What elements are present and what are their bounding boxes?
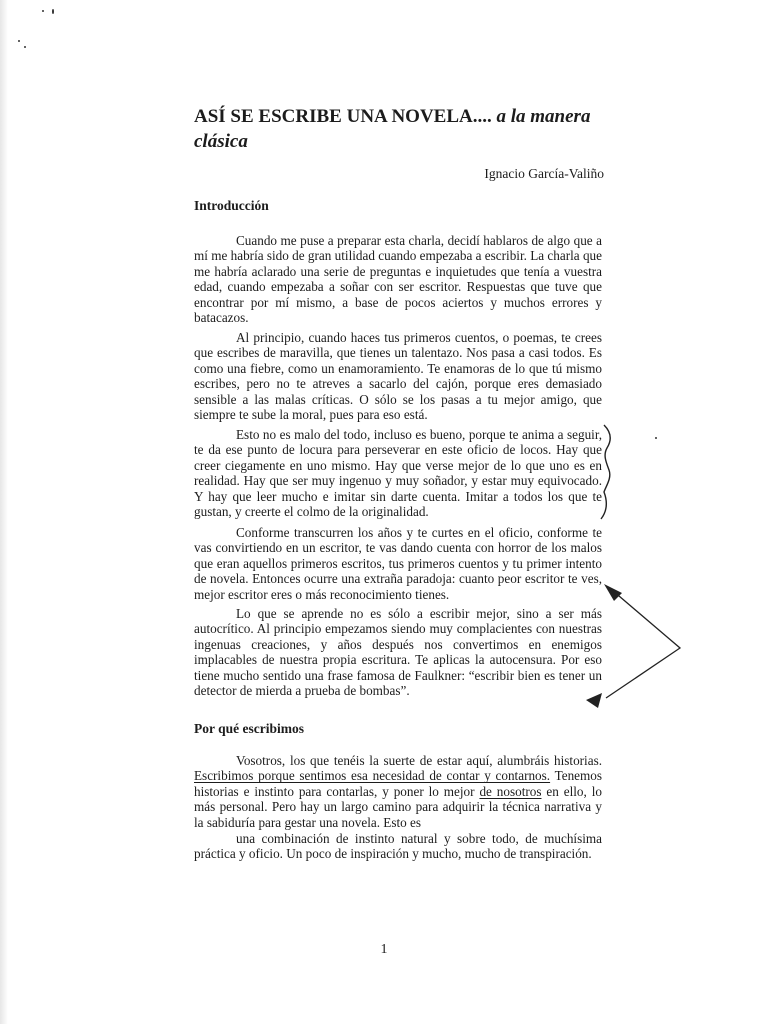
handwritten-arrow (606, 590, 680, 698)
page-number: 1 (380, 942, 388, 957)
handwritten-arrowhead (586, 693, 602, 708)
why-text-before: Vosotros, los que tenéis la suerte de estar aquí, alumbráis historias. (236, 753, 602, 768)
section-heading-introduccion: Introducción (194, 198, 269, 213)
why-paragraph-2: una combinación de instinto natural y sobre todo, de muchísima práctica y oficio. Un poco de inspiración y mucho, mucho de transpiración. (194, 831, 602, 862)
intro-paragraph-1: Cuando me puse a preparar esta charla, decidí hablaros de algo que a mí me habría sido de gran utilidad cuando empezaba a escribir. La charla que me habría aclarado una serie de preguntas e inquietudes que tenía a vuestra edad, cuando empezaba a soñar con ser escritor. Respuestas que tuve que encontrar por mí mismo, a base de pocos aciertos y muchos errores y batacazos. (194, 233, 602, 326)
intro-paragraph-2: Al principio, cuando haces tus primeros cuentos, o poemas, te crees que escribes de maravilla, que tienes un talentazo. Nos pasa a casi todos. Es como una fiebre, como un enamoramiento. Te enamoras de lo que tú mismo escribes, pero no te atreves a sacarlo del cajón, porque eres demasiado sensible a las malas críticas. O sólo se los pasas a tu mejor amigo, que siempre te sube la moral, pues para eso está. (194, 330, 602, 423)
why-text-middle: Tenemos historias e instinto para contarlas, y poner lo mejor (194, 768, 603, 799)
underlined-phrase: Escribimos porque sentimos esa necesidad de contar y contarnos. (194, 768, 551, 784)
why-text-after: en ello, lo más personal. Pero hay un largo camino para adquirir la técnica narrativa y la sabiduría para gestar una novela. Esto es (194, 783, 602, 830)
title-main: ASÍ SE ESCRIBE UNA NOVELA.... (194, 106, 492, 127)
handwritten-bracket (601, 425, 610, 519)
handwritten-arrowhead (604, 584, 622, 601)
intro-paragraph-4: Conforme transcurren los años y te curtes en el oficio, conforme te vas convirtiendo en un escritor, te vas dando cuenta con horror de los malos que eran aquellos primeros escritos, tus primeros cuentos y tu primer intento de novela. Entonces ocurre una extraña paradoja: cuanto peor escritor te ves, mejor escritor eres o más reconocimiento tienes. (194, 525, 602, 602)
underlined-phrase: de nosotros (479, 783, 542, 799)
title-italic: a la manera clásica (194, 106, 591, 152)
intro-paragraph-5: Lo que se aprende no es sólo a escribir mejor, sino a ser más autocrítico. Al principio empezamos siendo muy complacientes con nuestras ingenuas creaciones, y años después nos convertimos en enemigos implacables de nuestra propia escritura. Te aplicas la autocensura. Por eso tiene mucho sentido una frase famosa de Faulkner: “escribir bien es tener un detector de mierda a prueba de bombas”. (194, 606, 602, 699)
section-heading-por-que-escribimos: Por qué escribimos (194, 721, 304, 736)
author-name: Ignacio García-Valiño (484, 166, 604, 181)
intro-paragraph-3: Esto no es malo del todo, incluso es bueno, porque te anima a seguir, te da ese punto de locura para perseverar en este oficio de locos. Hay que creer ciegamente en uno mismo. Hay que verse mejor de lo que uno es en realidad. Hay que ser muy ingenuo y muy soñador, y estar muy equivocado. Y hay que leer mucho e imitar sin darte cuenta. Imitar a todos los que te gustan, y creerte el colmo de la originalidad. (194, 427, 602, 520)
